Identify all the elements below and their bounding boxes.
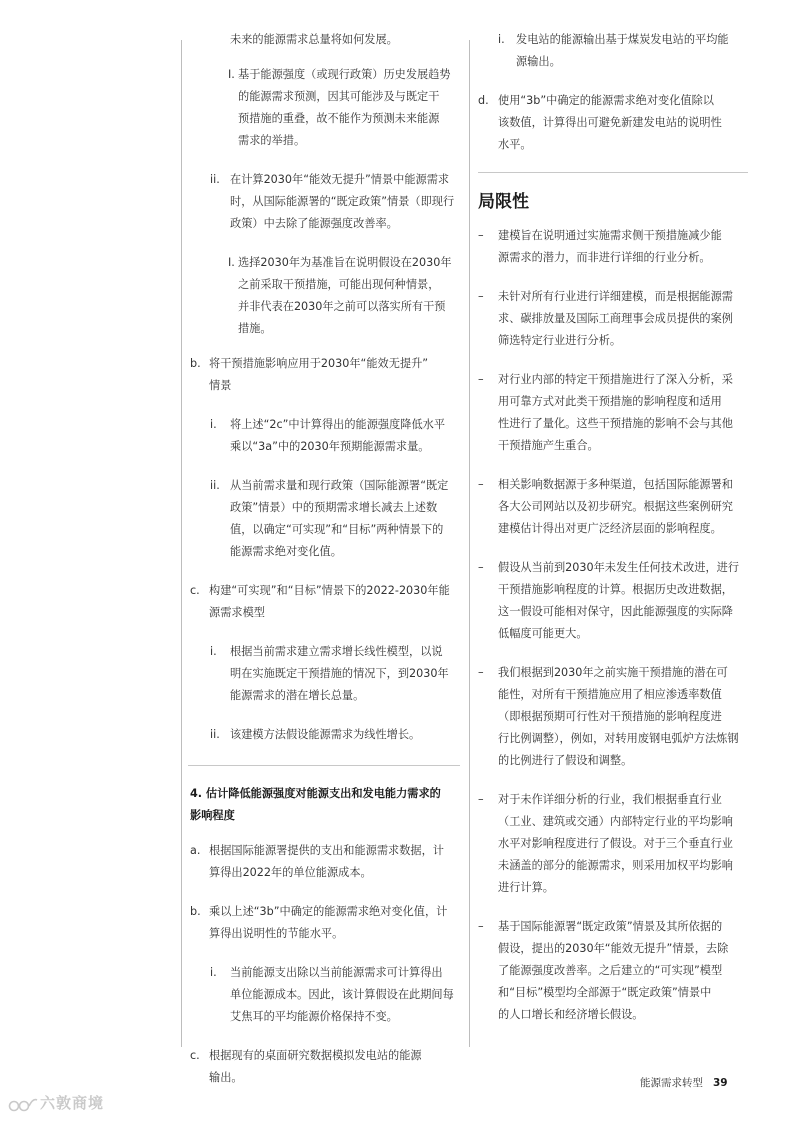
text-line: 了能源强度改善率。之后建立的“可实现”模型: [498, 964, 723, 977]
text-line: 各大公司网站以及初步研究。根据这些案例研究: [498, 500, 733, 513]
list-marker: –: [478, 920, 484, 933]
list-marker: –: [478, 666, 484, 679]
text-line: 4. 估计降低能源强度对能源支出和发电能力需求的: [190, 787, 441, 800]
continuation-text: 未来的能源需求总量将如何发展。: [230, 33, 398, 46]
text-line: 根据国际能源署提供的支出和能源需求数据，计: [209, 844, 444, 857]
list-marker: –: [478, 478, 484, 491]
right-column: [478, 29, 748, 1026]
list-marker: –: [478, 793, 484, 806]
text-line: 基于国际能源署“既定政策”情景及其所依据的: [498, 920, 723, 933]
text-line: 该建模方法假设能源需求为线性增长。: [230, 728, 421, 741]
limitation-bullet: [478, 916, 748, 1026]
text-line: 假设从当前到2030年未发生任何技术改进，进行: [498, 561, 740, 574]
text-line: 从当前需求量和现行政策（国际能源署“既定: [230, 479, 449, 492]
item-c-ii: [188, 724, 460, 746]
footer-title: 能源需求转型: [640, 1077, 703, 1089]
text-line: 乘以上述“3b”中确定的能源需求绝对变化值，计: [209, 905, 448, 918]
item-a-i-1: [188, 64, 460, 152]
limitation-bullet: [478, 662, 748, 772]
left-column-rule: [181, 40, 182, 1047]
text-line: 在计算2030年“能效无提升”情景中能源需求: [230, 173, 450, 186]
text-line: 情景: [209, 379, 232, 392]
list-marker: ii.: [210, 728, 220, 741]
text-line: 干预措施产生重合。: [498, 439, 599, 452]
text-line: 用可靠方式对此类干预措施的影响程度和适用: [498, 395, 722, 408]
text-line: 根据现有的桌面研究数据模拟发电站的能源: [209, 1049, 422, 1062]
text-line: 对于未作详细分析的行业，我们根据垂直行业: [498, 793, 722, 806]
limitations-title: 局限性: [478, 192, 529, 212]
list-marker: I.: [228, 68, 235, 81]
text-line: 影响程度: [190, 809, 235, 822]
text-line: 预措施的重叠，故不能作为预测未来能源: [238, 112, 440, 125]
section-4-item-b-i: [188, 962, 460, 1028]
text-line: 将上述“2c”中计算得出的能源强度降低水平: [230, 418, 446, 431]
middle-column-rule: [469, 40, 470, 1047]
text-line: 性进行了量化。这些干预措施的影响不会与其他: [498, 417, 733, 430]
text-line: 低幅度可能更大。: [498, 627, 588, 640]
text-line: 使用“3b”中确定的能源需求绝对变化值除以: [498, 94, 714, 107]
text-line: 基于能源强度（或现行政策）历史发展趋势: [238, 68, 451, 81]
text-line: 建模旨在说明通过实施需求侧干预措施减少能: [498, 229, 722, 242]
text-line: 明在实施既定干预措施的情况下，到2030年: [230, 667, 449, 680]
text-line: 的能源需求预测，因其可能涉及与既定干: [238, 90, 440, 103]
text-line: 政策）中去除了能源强度改善率。: [230, 217, 398, 230]
text-line: 单位能源成本。因此，该计算假设在此期间每: [230, 988, 454, 1001]
text-line: 对行业内部的特定干预措施进行了深入分析，采: [498, 373, 733, 386]
text-line: 源需求的潜力，而非进行详细的行业分析。: [498, 251, 711, 264]
list-marker: c.: [190, 584, 200, 597]
text-line: 水平。: [498, 138, 532, 151]
watermark-text: 六敦商境: [40, 1094, 105, 1112]
text-line: （即根据预期可行性对干预措施的影响程度进: [498, 710, 722, 723]
page-number: 39: [713, 1077, 728, 1089]
page-footer: [640, 1075, 728, 1090]
text-line: 未针对所有行业进行详细建模，而是根据能源需: [498, 290, 733, 303]
item-b-ii: [188, 475, 460, 563]
list-marker: i.: [210, 966, 217, 979]
limitation-bullet: [478, 225, 748, 269]
list-marker: i.: [210, 418, 217, 431]
item-b-i: [188, 414, 460, 458]
text-line: 值，以确定“可实现”和“目标”两种情景下的: [230, 523, 444, 536]
text-line: 时，从国际能源署的“既定政策”情景（即现行: [230, 195, 455, 208]
list-marker: –: [478, 290, 484, 303]
text-line: 措施。: [238, 322, 272, 335]
text-line: 未涵盖的部分的能源需求，则采用加权平均影响: [498, 859, 733, 872]
list-marker: ii.: [210, 479, 220, 492]
text-line: 求、碳排放量及国际工商理事会成员提供的案例: [498, 312, 733, 325]
text-line: 将干预措施影响应用于2030年“能效无提升”: [209, 357, 429, 370]
item-c-i: [188, 641, 460, 707]
text-line: 源输出。: [516, 55, 561, 68]
text-line: 筛选特定行业进行分析。: [498, 334, 622, 347]
text-line: 源需求模型: [209, 606, 265, 619]
text-line: 能性，对所有干预措施应用了相应渗透率数值: [498, 688, 722, 701]
text-line: 水平对影响程度进行了假设。对于三个垂直行业: [498, 837, 733, 850]
text-line: 发电站的能源输出基于煤炭发电站的平均能: [516, 33, 729, 46]
text-line: 选择2030年为基准旨在说明假设在2030年: [238, 256, 452, 269]
text-line: 输出。: [209, 1071, 243, 1084]
list-marker: d.: [478, 94, 489, 107]
limitations-list: [478, 225, 748, 1026]
text-line: 能源需求绝对变化值。: [230, 545, 342, 558]
text-line: 当前能源支出除以当前能源需求可计算得出: [230, 966, 443, 979]
text-line: 的比例进行了假设和调整。: [498, 754, 633, 767]
text-line: 行比例调整），例如，对转用废钢电弧炉方法炼钢: [498, 732, 739, 745]
text-line: 之前采取干预措施，可能出现何种情景，: [238, 278, 440, 291]
text-line: 算得出2022年的单位能源成本。: [209, 866, 372, 879]
limitation-bullet: [478, 557, 748, 645]
text-line: 艾焦耳的平均能源价格保持不变。: [230, 1010, 398, 1023]
text-line: 假设，提出的2030年“能效无提升”情景，去除: [498, 942, 729, 955]
text-line: 进行计算。: [498, 881, 554, 894]
list-marker: ii.: [210, 173, 220, 186]
limitation-bullet: [478, 286, 748, 352]
left-column: [188, 29, 460, 1089]
list-marker: I.: [228, 256, 235, 269]
section-4-title: [188, 783, 460, 827]
text-line: 这一假设可能相对保守，因此能源强度的实际降: [498, 605, 733, 618]
text-line: 根据当前需求建立需求增长线性模型，以说: [230, 645, 443, 658]
watermark-logo-icon: [8, 1096, 38, 1112]
section-4-item-a: [188, 840, 460, 884]
list-marker: i.: [210, 645, 217, 658]
list-marker: a.: [190, 844, 201, 857]
list-marker: –: [478, 561, 484, 574]
section-4-item-b: [188, 901, 460, 945]
limitation-bullet: [478, 474, 748, 540]
item-a-ii: [188, 169, 460, 235]
list-marker: b.: [190, 357, 201, 370]
text-line: 需求的举措。: [238, 134, 306, 147]
text-line: 相关影响数据源于多种渠道，包括国际能源署和: [498, 478, 733, 491]
list-marker: –: [478, 229, 484, 242]
watermark: [8, 1092, 104, 1113]
limitation-bullet: [478, 369, 748, 457]
text-line: 我们根据到2030年之前实施干预措施的潜在可: [498, 666, 728, 679]
list-marker: i.: [498, 33, 505, 46]
text-line: 并非代表在2030年之前可以落实所有干预: [238, 300, 446, 313]
item-a-ii-1: [188, 252, 460, 340]
text-line: 和“目标”模型均全部源于“既定政策”情景中: [498, 986, 712, 999]
text-line: 能源需求的潜在增长总量。: [230, 689, 365, 702]
item-b: [188, 353, 460, 397]
limitation-bullet: [478, 789, 748, 899]
text-line: 建模估计得出对更广泛经济层面的影响程度。: [498, 522, 722, 535]
text-line: 政策”情景）中的预期需求增长减去上述数: [230, 501, 438, 514]
text-line: 算得出说明性的节能水平。: [209, 927, 344, 940]
text-line: 的人口增长和经济增长假设。: [498, 1008, 644, 1021]
item-c: [188, 580, 460, 624]
item-c-i-cont: [478, 29, 748, 73]
section-4-item-c: [188, 1045, 460, 1089]
text-line: 干预措施影响程度的计算。根据历史改进数据，: [498, 583, 733, 596]
list-marker: –: [478, 373, 484, 386]
text-line: 构建“可实现”和“目标”情景下的2022-2030年能: [209, 584, 450, 597]
list-marker: c.: [190, 1049, 200, 1062]
text-line: 该数值，计算得出可避免新建发电站的说明性: [498, 116, 722, 129]
item-d: [478, 90, 748, 156]
text-line: 乘以“3a”中的2030年预期能源需求量。: [230, 440, 430, 453]
text-line: （工业、建筑或交通）内部特定行业的平均影响: [498, 815, 733, 828]
list-marker: b.: [190, 905, 201, 918]
